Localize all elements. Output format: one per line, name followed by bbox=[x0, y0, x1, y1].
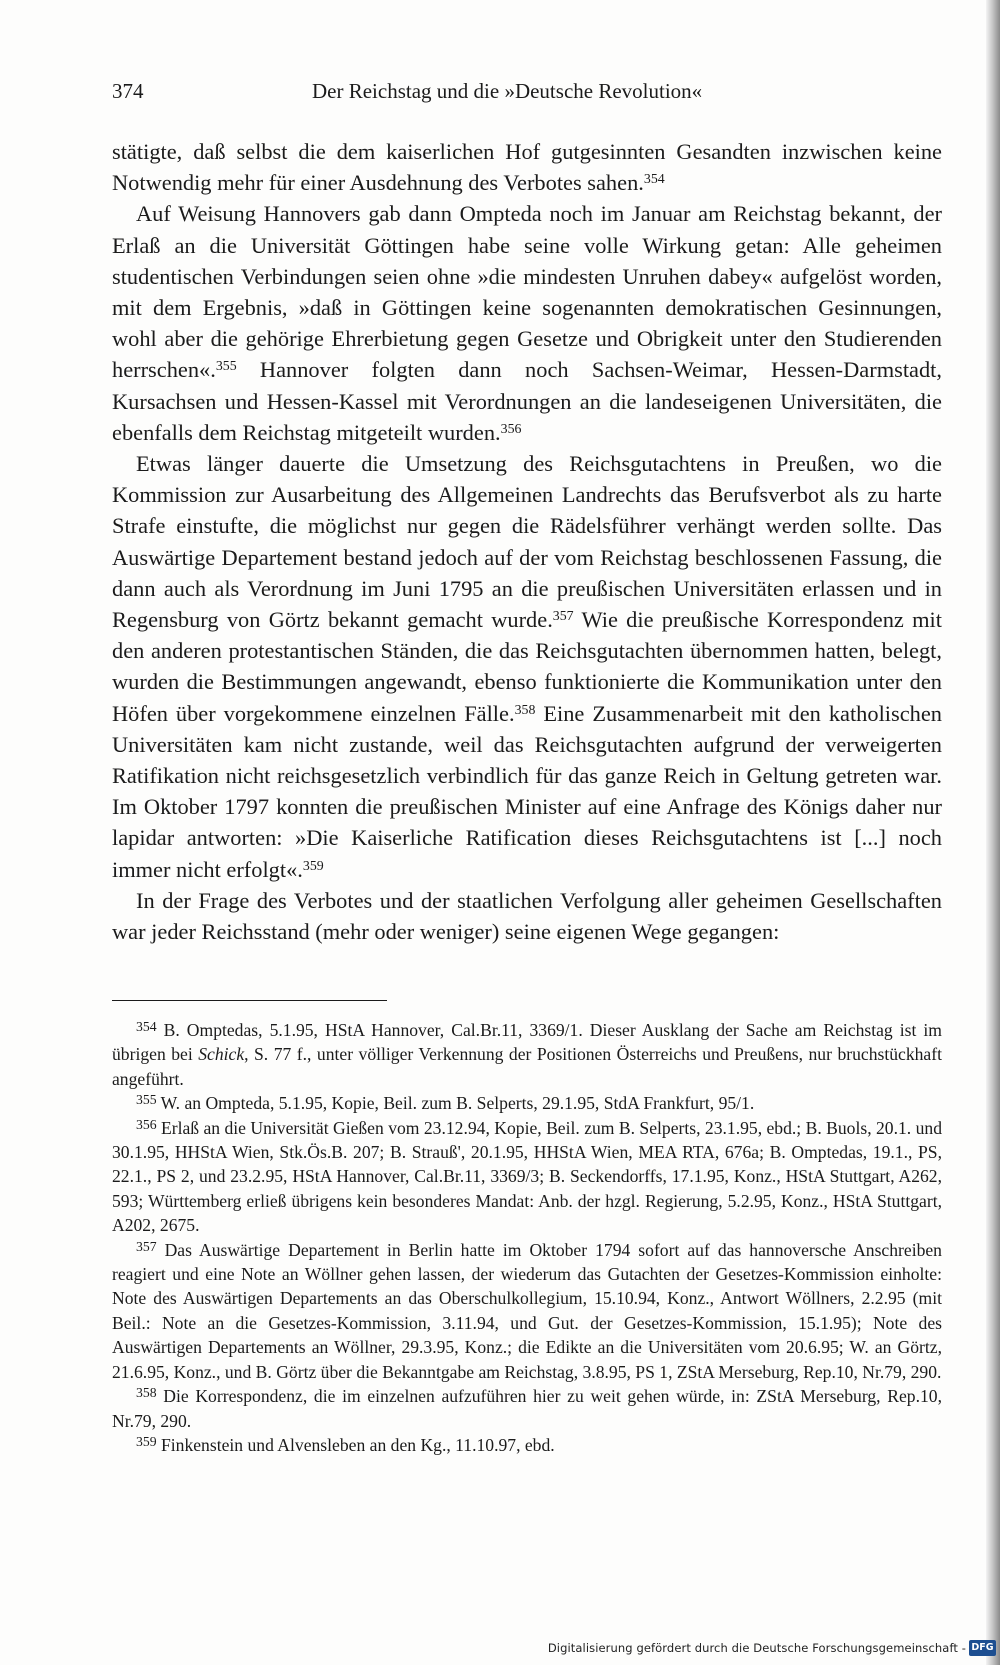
footnote-ref-357[interactable]: 357 bbox=[552, 609, 574, 625]
main-text bbox=[112, 136, 942, 947]
footnote-separator bbox=[112, 1000, 387, 1001]
footnote-354: $^{354}$ B. Omptedas, 5.1.95, HStA Hannover, Cal.Br.11, 3369/1. Dieser Ausklang der Sache am Reichstag ist im übrigen bei Schick, S. 77 f., unter völliger Verkennung der Positionen Österreichs und Preußens, nur bruchstückhaft angeführt. bbox=[112, 1019, 942, 1089]
footnote-number: 354 bbox=[136, 1019, 157, 1035]
footnote-ref-359[interactable]: 359 bbox=[302, 858, 324, 874]
paragraph-1: stätigte, daß selbst die dem kaiserlichen Hof gutgesinnten Gesandten inzwischen keine Notwendig mehr für einer Ausdehnung des Verbotes sahen.$^{354}$ bbox=[112, 139, 942, 196]
footnotes bbox=[112, 1018, 942, 1457]
paragraph-2: Auf Weisung Hannovers gab dann Ompteda noch im Januar am Reichstag bekannt, der Erlaß an die Universität Göttingen habe seine volle Wirkung getan: Alle geheimen studentischen Verbindungen seien ohne »die mindesten Unruhen dabey« aufgelöst worden, mit dem Ergebnis, »daß in Göttingen keine sogenannten demokratischen Gesinnungen, wohl aber die gehörige Ehrerbietung gegen Gesetze und Obrigkeit unter den Studierenden herrschen«.$^{355}$ Hannover folgten dann noch Sachsen-Weimar, Hessen-Darmstadt, Kursachsen und Hessen-Kassel mit Verordnungen an die landeseigenen Universitäten, die ebenfalls dem Reichstag mitgeteilt wurden.$^{356}$ bbox=[112, 201, 942, 445]
paragraph-3: Etwas länger dauerte die Umsetzung des Reichsgutachtens in Preußen, wo die Kommission zur Ausarbeitung des Allgemeinen Landrechts das Berufsverbot als zu harte Strafe einstufte, die möglichst nur gegen die Rädelsführer verhängt werden sollte. Das Auswärtige Departement bestand jedoch auf der vom Reichstag beschlossenen Fassung, die dann auch als Verordnung im Juni 1795 an die preußischen Universitäten erlassen und in Regensburg von Görtz bekannt gemacht wurde.$^{357}$ Wie die preußische Korrespondenz mit den anderen protestantischen Ständen, die das Reichsgutachten übernommen hatten, belegt, wurden die Bestimmungen angewandt, ebenso funktionierte die Kommunikation unter den Höfen über vorgekommene einzelnen Fälle.$^{358}$ Eine Zusammenarbeit mit den katholischen Universitäten kam nicht zustande, weil das Reichsgutachten aufgrund der verweigerten Ratifikation nicht reichsgesetzlich verbindlich für das ganze Reich in Geltung getreten war. Im Oktober 1797 konnten die preußischen Minister auf eine Anfrage des Königs daher nur lapidar antworten: »Die Kaiserliche Ratification dieses Reichsgutachtens ist [...] noch immer nicht erfolgt«.$^{359}$ bbox=[112, 451, 942, 882]
footnote-ref-355[interactable]: 355 bbox=[215, 359, 237, 375]
footnote-358: $^{358}$ Die Korrespondenz, die im einzelnen aufzuführen hier zu weit gehen würde, in: ZStA Merseburg, Rep.10, Nr.79, 290. bbox=[112, 1385, 942, 1431]
page-edge-shadow bbox=[986, 0, 1000, 1665]
footnote-ref-358[interactable]: 358 bbox=[514, 702, 536, 718]
footnote-355: $^{355}$ W. an Ompteda, 5.1.95, Kopie, Beil. zum B. Selperts, 29.1.95, StdA Frankfurt, 95/1. bbox=[136, 1092, 755, 1114]
running-title: Der Reichstag und die »Deutsche Revolution« bbox=[312, 79, 703, 103]
dfg-logo: DFG bbox=[969, 1640, 996, 1656]
footnote-359: $^{359}$ Finkenstein und Alvensleben an den Kg., 11.10.97, ebd. bbox=[136, 1434, 555, 1455]
footnote-number: 355 bbox=[136, 1092, 157, 1108]
digitization-credit: Digitalisierung gefördert durch die Deutsche Forschungsgemeinschaft - bbox=[547, 1641, 966, 1655]
footnote-357: $^{357}$ Das Auswärtige Departement in Berlin hatte im Oktober 1794 sofort auf das hannoversche Anschreiben reagiert und eine Note an Wöllner gehen lassen, der wiederum das Gutachten der Gesetzes-Kommission einholte: Note des Auswärtigen Departements an das Oberschulkollegium, 15.10.94, Konz., Antwort Wöllners, 2.2.95 (mit Beil.: Note an die Gesetzes-Kommission, 3.11.94, und Gut. der Gesetzes-Kommission, 15.1.95); Note des Auswärtigen Departements an Wöllner, 29.3.95, Konz.; die Edikte an die Universitäten vom 20.6.95; W. an Görtz, 21.6.95, Konz., und B. Görtz über die Bekanntgabe am Reichstag, 3.8.95, PS 1, ZStA Merseburg, Rep.10, Nr.79, 290. bbox=[112, 1238, 942, 1382]
page-number: 374 bbox=[112, 79, 144, 103]
footnote-number: 359 bbox=[136, 1434, 157, 1450]
footnote-ref-354[interactable]: 354 bbox=[643, 172, 665, 188]
footnote-356: $^{356}$ Erlaß an die Universität Gießen vom 23.12.94, Kopie, Beil. zum B. Selperts, 23.1.95, ebd.; B. Buols, 20.1. und 30.1.95, HHStA Wien, Stk.Ös.B. 207; B. Strauß', 20.1.95, HHStA Wien, MEA RTA, 676a; B. Omptedas, 19.1., PS, 22.1., PS 2, und 23.2.95, HStA Hannover, Cal.Br.11, 3369/3; B. Seckendorffs, 17.1.95, Konz., HStA Stuttgart, A262, 593; Württemberg erließ übrigens kein besonderes Mandat: Anb. der hzgl. Regierung, 5.2.95, Konz., HStA Stuttgart, A202, 2675. bbox=[112, 1116, 942, 1236]
footnote-number: 356 bbox=[136, 1116, 157, 1132]
footnote-ref-356[interactable]: 356 bbox=[500, 421, 522, 437]
footnote-number: 357 bbox=[136, 1238, 157, 1254]
paragraph-4: In der Frage des Verbotes und der staatlichen Verfolgung aller geheimen Gesellschaften war jeder Reichsstand (mehr oder weniger) seine eigenen Wege gegangen: bbox=[112, 887, 942, 945]
footnote-number: 358 bbox=[136, 1385, 157, 1401]
author-name: Schick bbox=[198, 1044, 245, 1065]
